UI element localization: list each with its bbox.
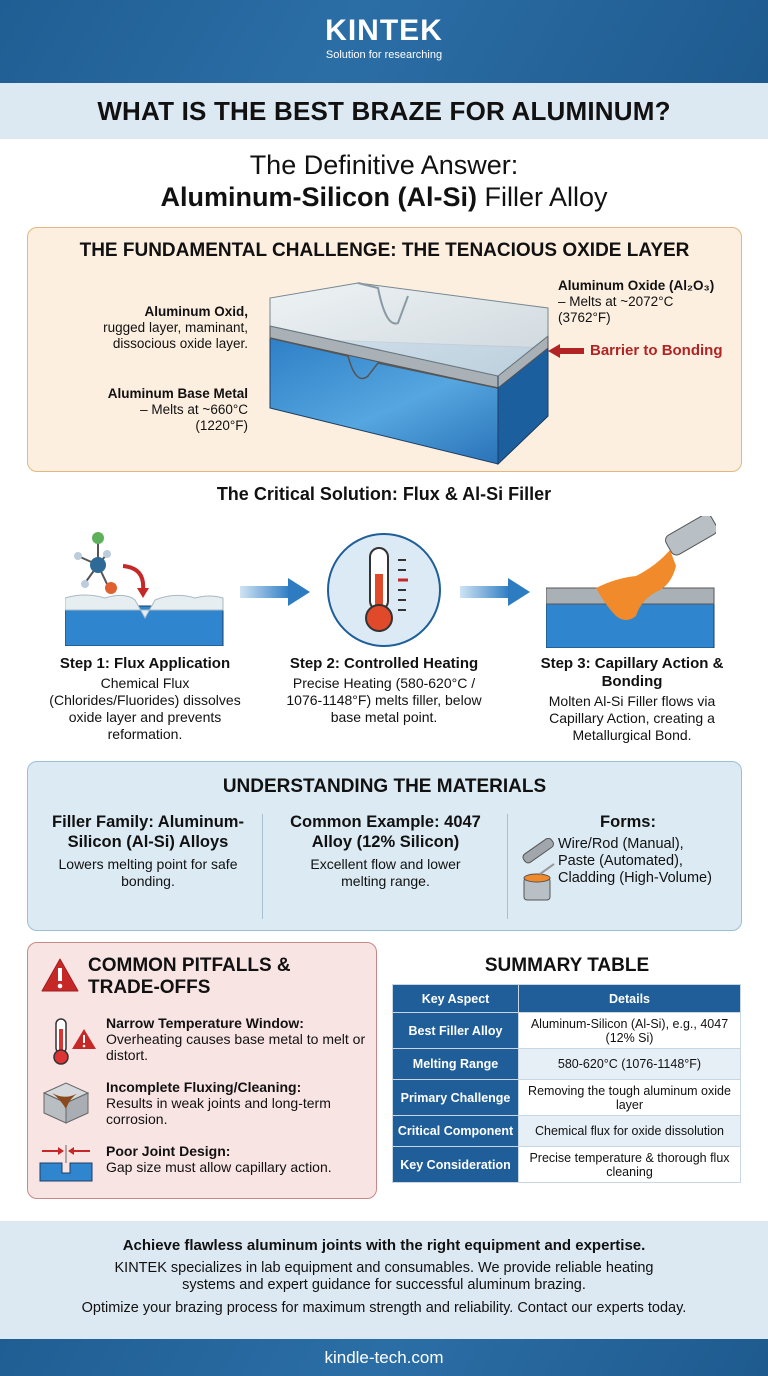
row-key: Best Filler Alloy xyxy=(393,1013,519,1049)
label-line: (1220°F) xyxy=(195,418,248,433)
answer-regular: Filler Alloy xyxy=(476,182,608,212)
corroded-block-icon xyxy=(40,1081,92,1125)
label-title: Aluminum Base Metal xyxy=(107,386,248,401)
label-title: Aluminum Oxide (Al₂O₃) xyxy=(558,278,715,293)
col-title: Forms: xyxy=(600,813,656,831)
label-line: – Melts at ~2072°C xyxy=(558,294,674,309)
col-desc: Lowers melting point for safe bonding. xyxy=(58,856,238,889)
pitfall-desc: Gap size must allow capillary action. xyxy=(106,1159,332,1175)
divider xyxy=(507,814,508,919)
summary-heading: SUMMARY TABLE xyxy=(484,955,650,976)
wire-paste-icon xyxy=(518,838,558,902)
arrow-right-icon xyxy=(240,578,310,606)
thermometer-warning-icon xyxy=(50,1017,100,1067)
pitfalls-heading xyxy=(88,955,291,999)
step-desc: Precise Heating (580-620°C / 1076-1148°F) melts filler, below base metal point. xyxy=(286,675,482,725)
materials-col-filler xyxy=(48,812,248,890)
pitfalls-panel xyxy=(27,942,377,1199)
cta-closing: Optimize your brazing process for maximum strength and reliability. Contact our experts today. xyxy=(81,1300,687,1316)
row-value: Aluminum-Silicon (Al-Si), e.g., 4047 (12% Si) xyxy=(519,1013,741,1049)
step-3 xyxy=(522,655,742,744)
col-header: Details xyxy=(519,985,741,1013)
barrier-label xyxy=(548,342,723,359)
col-title: Common Example: 4047 Alloy (12% Silicon) xyxy=(290,813,481,851)
label-base-metal xyxy=(58,386,248,434)
cta-section xyxy=(0,1221,768,1339)
joint-gap-icon xyxy=(38,1143,94,1183)
pitfall-title: Incomplete Fluxing/Cleaning: xyxy=(106,1079,302,1095)
step-title: Step 1: Flux Application xyxy=(59,655,231,672)
website-link[interactable]: kindle-tech.com xyxy=(324,1348,444,1367)
pouring-filler-icon xyxy=(546,516,716,648)
step-desc: Molten Al-Si Filler flows via Capillary Action, creating a Metallurgical Bond. xyxy=(548,693,716,743)
kintek-logo[interactable]: KINTEK xyxy=(325,14,443,47)
row-value: 580-620°C (1076-1148°F) xyxy=(519,1049,741,1080)
row-key: Key Consideration xyxy=(393,1147,519,1183)
cta-body: KINTEK specializes in lab equipment and consumables. We provide reliable heating systems and expert guidance for successful aluminum brazing. xyxy=(114,1260,654,1293)
table-header-row xyxy=(393,985,741,1013)
materials-heading: UNDERSTANDING THE MATERIALS xyxy=(222,776,547,797)
label-line: (3762°F) xyxy=(558,310,611,325)
arrow-right-icon xyxy=(460,578,530,606)
label-line: rugged layer, maminant, xyxy=(103,320,248,335)
table-row xyxy=(393,1080,741,1116)
answer-bold: Aluminum-Silicon (Al-Si) xyxy=(160,182,477,212)
pitfall-item xyxy=(106,1143,371,1175)
footer xyxy=(0,1339,768,1376)
col-desc: Excellent flow and lower melting range. xyxy=(310,856,461,889)
materials-panel xyxy=(27,761,742,931)
row-key: Melting Range xyxy=(393,1049,519,1080)
pitfall-desc: Overheating causes base metal to melt or distort. xyxy=(106,1031,366,1063)
table-row xyxy=(393,1049,741,1080)
label-oxide-left xyxy=(58,304,248,352)
step-title: Step 3: Capillary Action & Bonding xyxy=(540,655,724,690)
pitfall-desc: Results in weak joints and long-term corrosion. xyxy=(106,1095,331,1127)
header xyxy=(0,0,768,83)
label-line: dissocious oxide layer. xyxy=(112,336,248,351)
page-title: WHAT IS THE BEST BRAZE FOR ALUMINUM? xyxy=(97,95,671,126)
form-item: Cladding (High-Volume) xyxy=(558,870,712,886)
thermometer-icon xyxy=(326,532,442,648)
row-value: Precise temperature & thorough flux cleaning xyxy=(519,1147,741,1183)
table-row xyxy=(393,1013,741,1049)
label-line: – Melts at ~660°C xyxy=(140,402,248,417)
divider xyxy=(262,814,263,919)
form-item: Paste (Automated), xyxy=(558,853,683,869)
step-2 xyxy=(274,655,494,726)
title-bar xyxy=(0,83,768,139)
step-desc: Chemical Flux (Chlorides/Fluorides) dissolves oxide layer and prevents reformation. xyxy=(49,675,241,742)
pitfall-title: Narrow Temperature Window: xyxy=(106,1015,304,1031)
pitfall-title: Poor Joint Design: xyxy=(106,1143,231,1159)
solution-heading: The Critical Solution: Flux & Al-Si Filler xyxy=(216,484,552,504)
materials-col-forms xyxy=(518,812,738,887)
table-row xyxy=(393,1147,741,1183)
heading-line: COMMON PITFALLS & xyxy=(88,955,291,976)
oxide-layer-diagram-icon xyxy=(238,278,558,468)
answer-line2 xyxy=(0,181,768,213)
flux-molecule-icon xyxy=(65,518,225,646)
challenge-heading: THE FUNDAMENTAL CHALLENGE: THE TENACIOUS OXIDE LAYER xyxy=(79,240,690,261)
tagline: Solution for researching xyxy=(325,49,443,61)
row-key: Critical Component xyxy=(393,1116,519,1147)
warning-icon xyxy=(40,957,80,993)
cta-headline: Achieve flawless aluminum joints with the right equipment and expertise. xyxy=(122,1237,646,1254)
step-1 xyxy=(35,655,255,743)
step-title: Step 2: Controlled Heating xyxy=(289,655,479,672)
col-header: Key Aspect xyxy=(393,985,519,1013)
forms-list xyxy=(558,836,738,887)
summary-table xyxy=(392,984,741,1183)
answer-line1: The Definitive Answer: xyxy=(249,150,519,180)
definitive-answer xyxy=(0,139,768,227)
label-oxide-right xyxy=(558,278,738,326)
form-item: Wire/Rod (Manual), xyxy=(558,836,684,852)
heading-line: TRADE-OFFS xyxy=(88,977,211,998)
challenge-panel xyxy=(27,227,742,472)
table-row xyxy=(393,1116,741,1147)
col-title: Filler Family: Aluminum-Silicon (Al-Si) Alloys xyxy=(52,813,244,851)
barrier-text: Barrier to Bonding xyxy=(590,342,723,359)
materials-col-example xyxy=(288,812,483,890)
label-title: Aluminum Oxid, xyxy=(144,304,248,319)
pitfall-item xyxy=(106,1015,371,1063)
pitfall-item xyxy=(106,1079,371,1127)
row-value: Chemical flux for oxide dissolution xyxy=(519,1116,741,1147)
row-value: Removing the tough aluminum oxide layer xyxy=(519,1080,741,1116)
row-key: Primary Challenge xyxy=(393,1080,519,1116)
